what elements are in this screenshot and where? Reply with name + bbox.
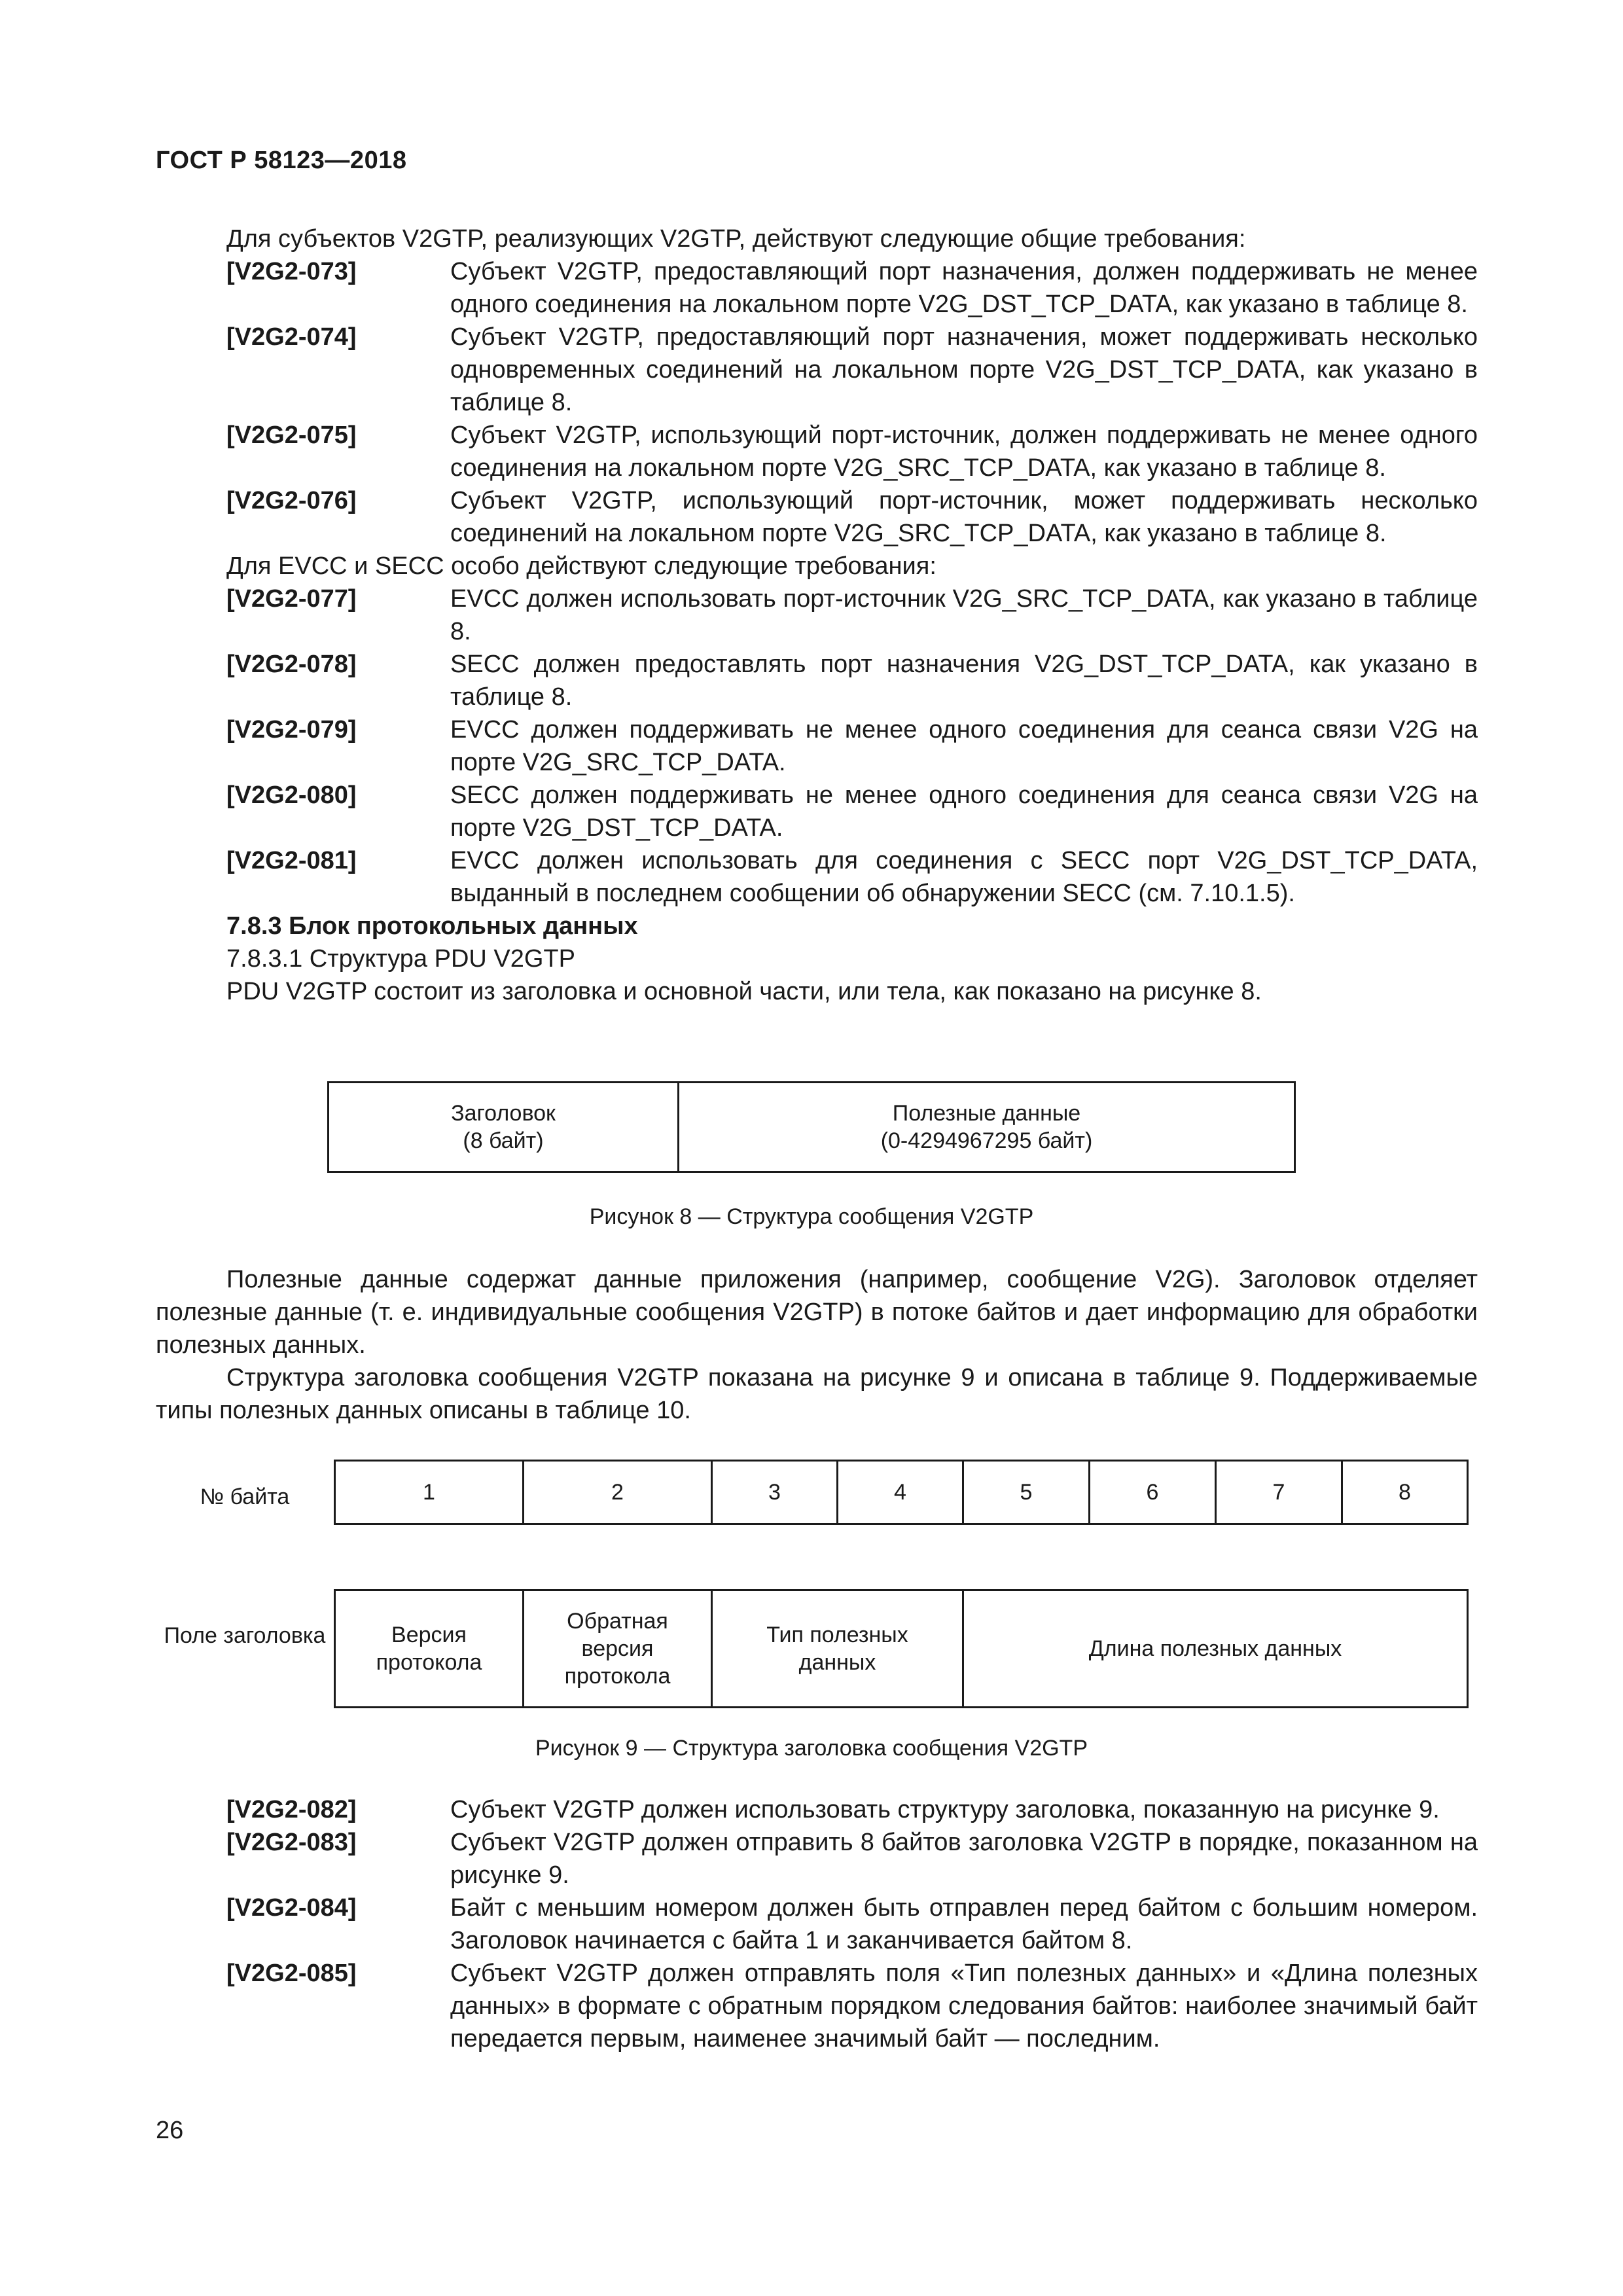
field-payload-length: Длина полезных данных [1088,1636,1342,1661]
byte-cell: 8 [1399,1479,1411,1505]
paragraphs-block-2 [156,1263,1478,1427]
payload-cell-size: (0-4294967295 байт) [880,1128,1093,1153]
pdu-paragraph: PDU V2GTP состоит из заголовка и основной части, или тела, как показано на рисунке 8. [226,978,1262,1005]
byte-number-row [334,1460,1469,1525]
requirement-item [226,321,1478,419]
requirement-item [226,484,1478,550]
requirement-id: [V2G2-078] [226,651,357,678]
document-header: ГОСТ Р 58123—2018 [156,147,407,174]
header-cell-label: Заголовок [451,1101,556,1126]
requirement-id: [V2G2-077] [226,585,357,613]
requirement-item [226,648,1478,713]
header-cell [329,1083,679,1171]
subsection-title: 7.8.3.1 Структура PDU V2GTP [226,945,575,973]
requirement-text: Субъект V2GTP должен отправить 8 байтов заголовка V2GTP в порядке, показанном на рисунке 9. [450,1829,1478,1889]
requirements-block-1 [156,223,1478,1008]
header-field-row [334,1589,1469,1708]
header-structure-paragraph: Структура заголовка сообщения V2GTP показана на рисунке 9 и описана в таблице 9. Поддерживаемые типы полезных данных описаны в таблице 10. [156,1364,1478,1424]
byte-cell: 1 [336,1462,524,1523]
byte-cell: 3 [713,1462,838,1523]
requirement-text: Субъект V2GTP, предоставляющий порт назначения, должен поддерживать не менее одного соединения на локальном порте V2G_DST_TCP_DATA, как указано в таблице 8. [450,258,1478,318]
requirement-item [226,1826,1478,1892]
requirement-text: Субъект V2GTP должен использовать структуру заголовка, показанную на рисунке 9. [450,1796,1440,1823]
byte-cell: 7 [1217,1462,1343,1523]
requirement-id: [V2G2-073] [226,258,357,285]
section-title: 7.8.3 Блок протокольных данных [226,912,638,940]
intro-paragraph: Для субъектов V2GTP, реализующих V2GTP, действуют следующие общие требования: [226,225,1246,253]
byte-number-label: № байта [200,1484,290,1509]
field-payload-type: Тип полезных данных [713,1591,964,1706]
requirement-id: [V2G2-080] [226,781,357,809]
intro-paragraph-2: Для EVCC и SECC особо действуют следующие требования: [226,552,936,580]
requirement-id: [V2G2-083] [226,1829,357,1856]
payload-cell [679,1083,1294,1171]
requirement-text: EVCC должен использовать для соединения с SECC порт V2G_DST_TCP_DATA, выданный в последнем сообщении об обнаружении SECC (см. 7.10.1.5). [450,847,1478,907]
requirement-text: EVCC должен использовать порт-источник V2G_SRC_TCP_DATA, как указано в таблице 8. [450,585,1478,645]
field-inverse-protocol-version: Обратная версия протокола [524,1591,713,1706]
requirement-text: EVCC должен поддерживать не менее одного соединения для сеанса связи V2G на порте V2G_SRC_TCP_DATA. [450,716,1478,776]
payload-cell-label: Полезные данные [892,1101,1081,1126]
byte-cell: 6 [1090,1462,1217,1523]
requirement-text: Субъект V2GTP, использующий порт-источник, должен поддерживать не менее одного соединения на локальном порте V2G_SRC_TCP_DATA, как указано в таблице 8. [450,422,1478,482]
requirement-item [226,713,1478,779]
requirement-item [226,1892,1478,1957]
figure-9-caption: Рисунок 9 — Структура заголовка сообщения V2GTP [535,1736,1088,1761]
page-number: 26 [156,2117,184,2144]
requirement-item [226,779,1478,844]
requirement-id: [V2G2-075] [226,422,357,449]
byte-cell: 5 [964,1462,1090,1523]
header-cell-size: (8 байт) [463,1128,544,1153]
requirement-item [226,583,1478,648]
figure-8-caption: Рисунок 8 — Структура сообщения V2GTP [589,1204,1034,1229]
requirement-text: SECC должен поддерживать не менее одного соединения для сеанса связи V2G на порте V2G_DST_TCP_DATA. [450,781,1478,842]
requirement-item [226,1957,1478,2055]
field-protocol-version: Версия протокола [336,1591,524,1706]
requirement-id: [V2G2-081] [226,847,357,874]
byte-cell: 2 [524,1462,713,1523]
payload-paragraph: Полезные данные содержат данные приложения (например, сообщение V2G). Заголовок отделяет полезные данные (т. е. индивидуальные сообщения V2GTP) в потоке байтов и дает информацию для обработки полезных данных. [156,1266,1478,1359]
requirement-id: [V2G2-085] [226,1960,357,1987]
requirement-text: Байт с меньшим номером должен быть отправлен перед байтом с большим номером. Заголовок начинается с байта 1 и заканчивается байтом 8. [450,1894,1478,1954]
figure-8-diagram [327,1081,1296,1173]
requirement-id: [V2G2-084] [226,1894,357,1922]
requirement-item [226,255,1478,321]
requirement-item [226,844,1478,910]
requirement-id: [V2G2-082] [226,1796,357,1823]
requirement-text: Субъект V2GTP должен отправлять поля «Тип полезных данных» и «Длина полезных данных» в формате с обратным порядком следования байтов: наиболее значимый байт передается первым, наименее значимый байт — последним. [450,1960,1478,2053]
requirement-id: [V2G2-076] [226,487,357,514]
requirement-item [226,1793,1478,1826]
requirement-text: Субъект V2GTP, предоставляющий порт назначения, может поддерживать несколько одновременных соединений на локальном порте V2G_DST_TCP_DATA, как указано в таблице 8. [450,323,1478,416]
byte-cell: 4 [838,1462,964,1523]
requirement-text: SECC должен предоставлять порт назначения V2G_DST_TCP_DATA, как указано в таблице 8. [450,651,1478,711]
requirement-item [226,419,1478,484]
header-field-label: Поле заголовка [164,1623,326,1648]
requirement-id: [V2G2-074] [226,323,357,351]
requirement-id: [V2G2-079] [226,716,357,744]
requirement-text: Субъект V2GTP, использующий порт-источник, может поддерживать несколько соединений на локальном порте V2G_SRC_TCP_DATA, как указано в таблице 8. [450,487,1478,547]
requirements-block-3 [156,1793,1478,2055]
